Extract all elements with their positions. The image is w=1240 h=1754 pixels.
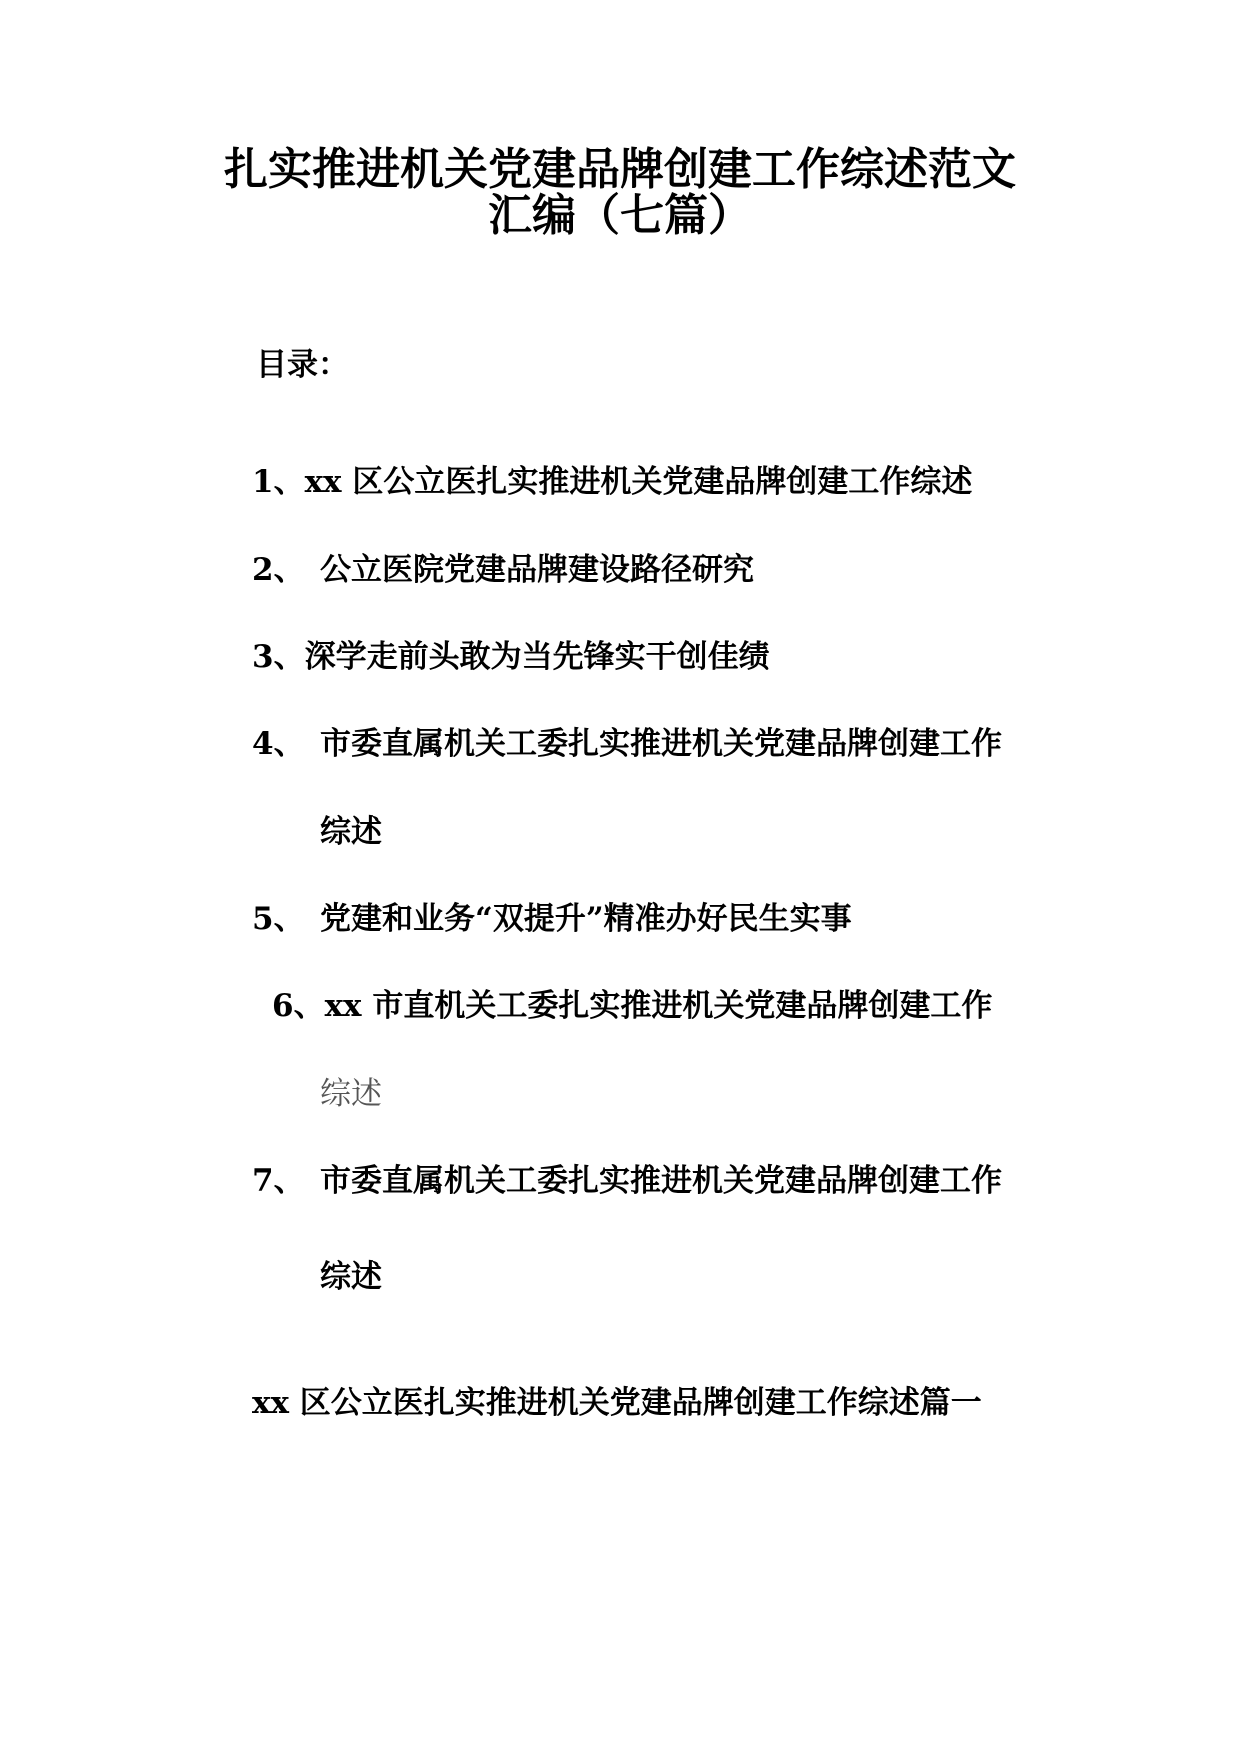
toc-label: 目录：	[256, 347, 349, 383]
toc-item-text: xx 市直机关工委扎实推进机关党建品牌创建工作	[324, 988, 993, 1024]
toc-item-1	[252, 462, 972, 502]
document-title-line2: 汇编（七篇）	[488, 190, 752, 241]
document-title-line1: 扎实推进机关党建品牌创建工作综述范文	[224, 144, 1016, 195]
toc-item-4-continuation: 综述	[320, 814, 382, 850]
toc-item-text: 深学走前头敢为当先锋实干创佳绩	[304, 639, 770, 675]
toc-item-text: 市委直属机关工委扎实推进机关党建品牌创建工作	[320, 1163, 1002, 1199]
toc-item-number: 7、	[252, 1163, 305, 1199]
toc-item-number: 4、	[252, 726, 305, 762]
toc-item-4	[252, 724, 1002, 764]
toc-item-3	[252, 637, 770, 677]
toc-item-6	[272, 986, 992, 1026]
toc-item-number: 5、	[252, 901, 305, 937]
toc-item-text: 公立医院党建品牌建设路径研究	[320, 552, 754, 588]
toc-item-number: 2、	[252, 552, 305, 588]
toc-item-7	[252, 1161, 1002, 1201]
toc-item-text: 党建和业务“双提升”精准办好民生实事	[320, 901, 852, 937]
toc-item-number: 1、	[252, 464, 305, 500]
section-heading: xx 区公立医扎实推进机关党建品牌创建工作综述篇一	[252, 1385, 982, 1421]
toc-item-7-continuation: 综述	[320, 1259, 382, 1295]
toc-item-5	[252, 899, 852, 939]
toc-item-text: xx 区公立医扎实推进机关党建品牌创建工作综述	[304, 464, 973, 500]
toc-item-number: 3、	[252, 639, 305, 675]
toc-item-6-continuation: 综述	[320, 1076, 382, 1112]
toc-item-2	[252, 550, 754, 590]
toc-item-text: 市委直属机关工委扎实推进机关党建品牌创建工作	[320, 726, 1002, 762]
toc-item-number: 6、	[272, 988, 325, 1024]
